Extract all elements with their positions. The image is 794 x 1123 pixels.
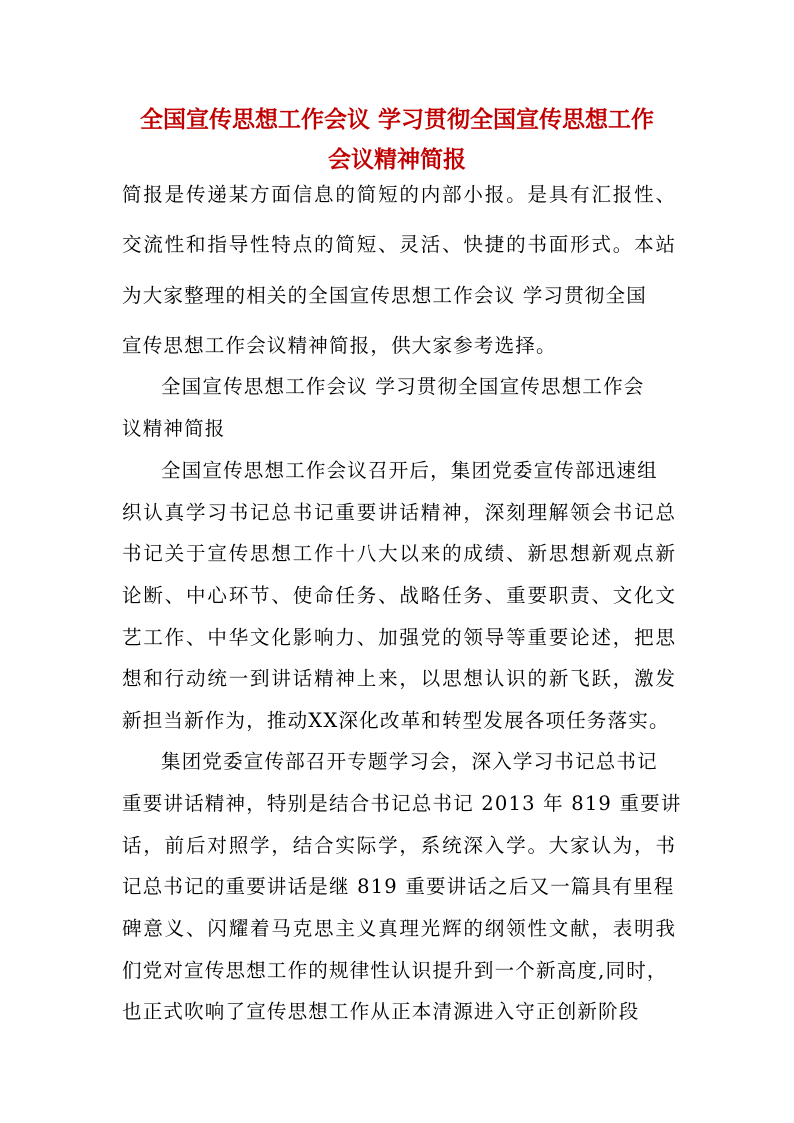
body-text-line: 议精神简报 [122,417,226,440]
body-text-line: 全国宣传思想工作会议召开后，集团党委宣传部迅速组 [161,459,658,482]
body-text-line: 集团党委宣传部召开专题学习会，深入学习书记总书记 [161,750,658,773]
body-text-line: 新担当新作为，推动XX深化改革和转型发展各项任务落实。 [122,709,670,732]
body-text-line: 们党对宣传思想工作的规律性认识提升到一个新高度,同时， [122,959,668,982]
document-title-line-2: 会议精神简报 [328,146,466,173]
body-text-line: 织认真学习书记总书记重要讲话精神，深刻理解领会书记总 [122,501,675,524]
body-text-line: 艺工作、中华文化影响力、加强党的领导等重要论述，把思 [122,626,675,649]
document-title-line-1: 全国宣传思想工作会议 学习贯彻全国宣传思想工作 [139,106,654,133]
body-text-line: 想和行动统一到讲话精神上来，以思想认识的新飞跃，激发 [122,667,675,690]
body-text-line: 书记关于宣传思想工作十八大以来的成绩、新思想新观点新 [122,542,675,565]
body-text-line: 交流性和指导性特点的简短、灵活、快捷的书面形式。本站 [122,233,675,256]
body-text-line: 论断、中心环节、使命任务、战略任务、重要职责、文化文 [122,584,675,607]
body-text-line: 也正式吹响了宣传思想工作从正本清源进入守正创新阶段 [122,1000,640,1023]
body-text-line: 碑意义、闪耀着马克思主义真理光辉的纲领性文献，表明我 [122,917,675,940]
body-text-line: 记总书记的重要讲话是继 819 重要讲话之后又一篇具有里程 [122,875,675,898]
body-text-line: 宣传思想工作会议精神简报，供大家参考选择。 [122,334,557,357]
body-text-line: 简报是传递某方面信息的简短的内部小报。是具有汇报性、 [122,183,675,206]
body-text-line: 为大家整理的相关的全国宣传思想工作会议 学习贯彻全国 [122,284,647,307]
body-text-line: 重要讲话精神，特别是结合书记总书记 2013 年 819 重要讲 [122,792,682,815]
body-text-line: 全国宣传思想工作会议 学习贯彻全国宣传思想工作会 [161,375,645,398]
body-text-line: 话，前后对照学，结合实际学，系统深入学。大家认为，书 [122,834,675,857]
